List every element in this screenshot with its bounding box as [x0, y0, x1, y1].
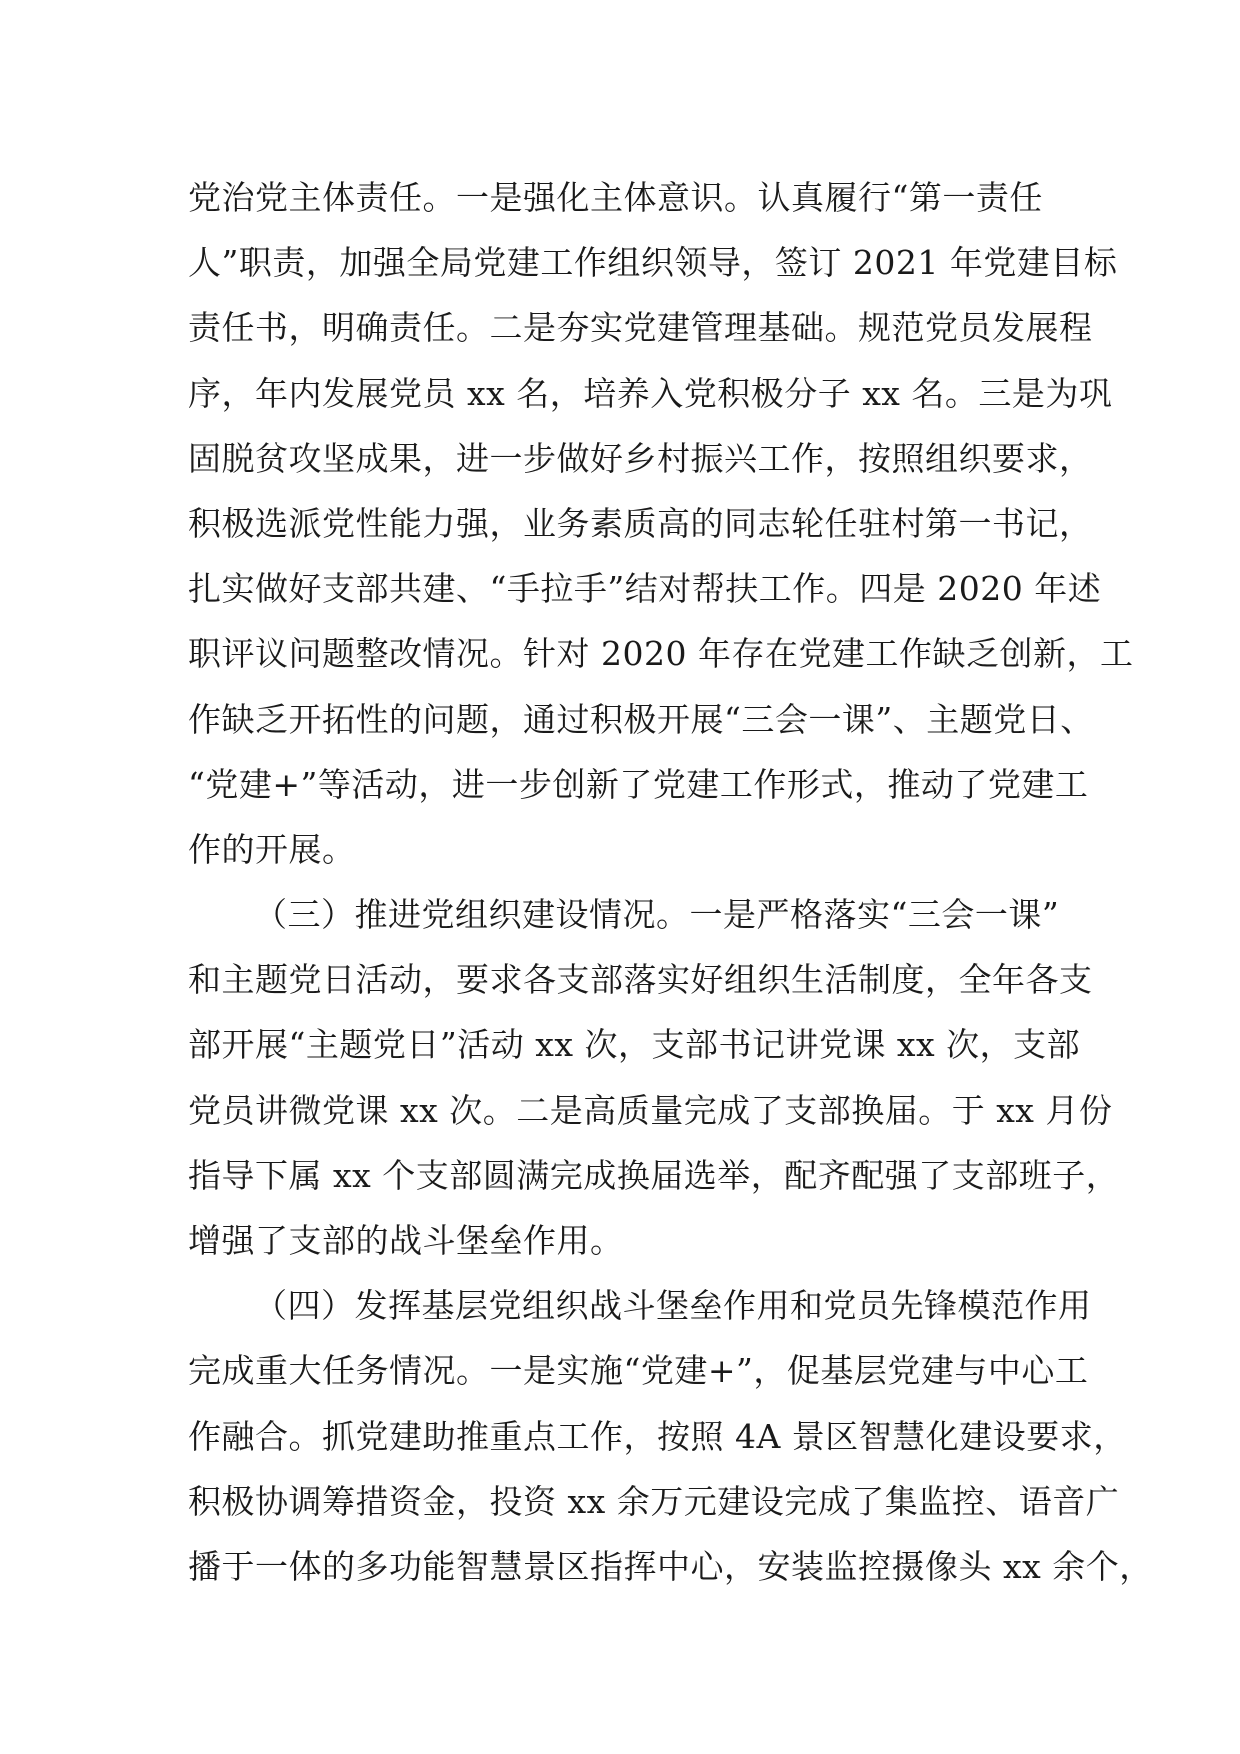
text-line: 作缺乏开拓性的问题，通过积极开展“三会一课”、主题党日、 [188, 699, 1094, 739]
text-line: 和主题党日活动，要求各支部落实好组织生活制度，全年各支 [188, 960, 1093, 1000]
document-body [188, 165, 1153, 1599]
text-line: 作融合。抓党建助推重点工作，按照 4A 景区智慧化建设要求， [188, 1416, 1127, 1456]
text-line: 固脱贫攻坚成果，进一步做好乡村振兴工作，按照组织要求， [188, 438, 1093, 478]
text-line: 扎实做好支部共建、“手拉手”结对帮扶工作。四是 2020 年述 [188, 569, 1102, 609]
text-line: 部开展“主题党日”活动 xx 次，支部书记讲党课 xx 次，支部 [188, 1025, 1081, 1065]
text-line: 作的开展。 [188, 829, 356, 869]
text-line: 积极协调筹措资金，投资 xx 余万元建设完成了集监控、语音广 [188, 1481, 1120, 1521]
text-line: 增强了支部的战斗堡垒作用。 [188, 1221, 624, 1260]
paragraph-1 [188, 165, 1134, 882]
text-line: 责任书，明确责任。二是夯实党建管理基础。规范党员发展程 [188, 308, 1093, 348]
text-line: 党员讲微党课 xx 次。二是高质量完成了支部换届。于 xx 月份 [188, 1090, 1113, 1130]
paragraph-3 [188, 1273, 1153, 1599]
text-line: 党治党主体责任。一是强化主体意识。认真履行“第一责任 [188, 178, 1043, 217]
text-line: 指导下属 xx 个支部圆满完成换届选举，配齐配强了支部班子， [188, 1155, 1120, 1195]
text-line: “党建+”等活动，进一步创新了党建工作形式，推动了党建工 [188, 764, 1089, 804]
text-line-first: （四）发挥基层党组织战斗堡垒作用和党员先锋模范作用 [254, 1286, 1092, 1326]
text-line: 完成重大任务情况。一是实施“党建+”，促基层党建与中心工 [188, 1351, 1089, 1391]
text-line-first: （三）推进党组织建设情况。一是严格落实“三会一课” [254, 895, 1060, 935]
text-line: 积极选派党性能力强，业务素质高的同志轮任驻村第一书记， [188, 503, 1093, 543]
text-line: 职评议问题整改情况。针对 2020 年存在党建工作缺乏创新，工 [188, 634, 1134, 674]
text-line: 人”职责，加强全局党建工作组织领导，签订 2021 年党建目标 [188, 243, 1118, 283]
paragraph-2 [188, 882, 1120, 1273]
text-line: 播于一体的多功能智慧景区指挥中心，安装监控摄像头 xx 余个， [188, 1546, 1153, 1586]
text-line: 序，年内发展党员 xx 名，培养入党积极分子 xx 名。三是为巩 [188, 373, 1113, 413]
